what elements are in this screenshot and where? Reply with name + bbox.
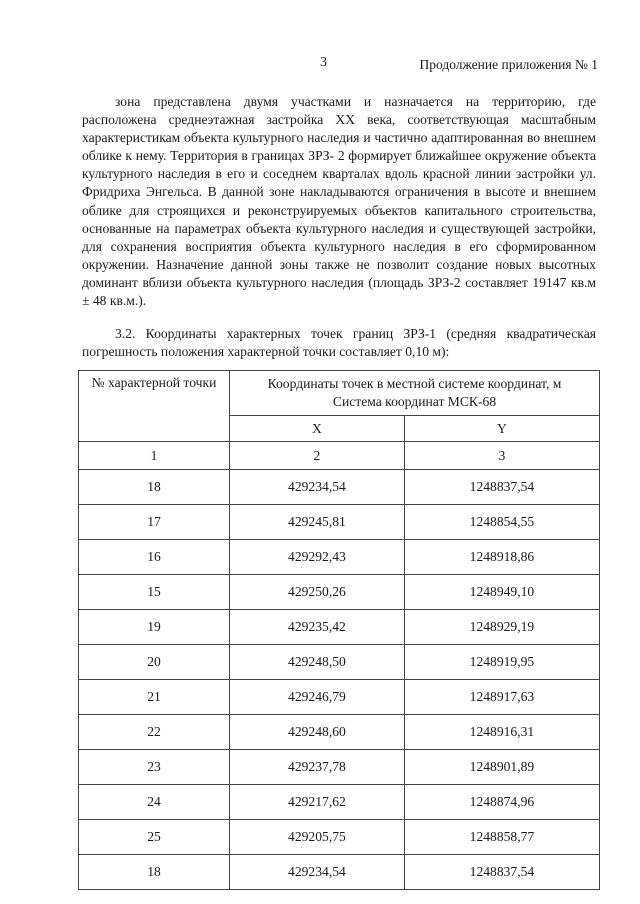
cell-y: 1248916,31 [404,715,599,750]
page-number: 3 [320,55,327,70]
cell-y: 1248949,10 [404,575,599,610]
header-coordinates-line2: Система координат МСК-68 [332,394,497,409]
table-row [79,505,600,540]
cell-x: 429217,62 [230,785,405,820]
header-x: X [230,416,405,442]
cell-x: 429292,43 [230,540,405,575]
cell-point: 22 [79,715,230,750]
cell-point: 24 [79,785,230,820]
appendix-continuation-label: Продолжение приложения № 1 [419,57,598,72]
table-row [79,750,600,785]
index-cell: 1 [79,442,230,470]
cell-x: 429237,78 [230,750,405,785]
table-row [79,785,600,820]
column-index-row [79,442,600,470]
index-cell: 3 [404,442,599,470]
table-row [79,645,600,680]
cell-x: 429234,54 [230,470,405,505]
cell-point: 16 [79,540,230,575]
table-row [79,715,600,750]
cell-y: 1248874,96 [404,785,599,820]
table-row [79,680,600,715]
cell-x: 429246,79 [230,680,405,715]
table-row [79,575,600,610]
table-row [79,610,600,645]
index-cell: 2 [230,442,405,470]
body-paragraph-zone-description: зона представлена двумя участками и назначается на территорию, где расположена среднеэтажная застройка XX века, соответствующая масштабным характеристикам объекта культурного наследия и частично адаптированная во внешнем облике к нему. Территория в границах ЗРЗ- 2 формирует ближайшее окружение объекта культурного наследия в его и соседнем кварталах вдоль красной линии застройки ул. Фридриха Энгельса. В данной зоне накладываются ограничения в высоте и внешнем облике для строящихся и реконструируемых объектов капитального строительства, основанные на параметрах объекта культурного наследия и существующей застройки, для сохранения восприятия объекта культурного наследия в его сформированном окружении. Назначение данной зоны также не позволит создание новых высотных доминант вблизи объекта культурного наследия (площадь ЗРЗ-2 составляет 19147 кв.м ± 48 кв.м.). [82,94,596,309]
cell-point: 21 [79,680,230,715]
header-point-number: № характерной точки [79,371,230,442]
cell-point: 17 [79,505,230,540]
table-row [79,540,600,575]
cell-y: 1248929,19 [404,610,599,645]
cell-y: 1248854,55 [404,505,599,540]
cell-x: 429248,60 [230,715,405,750]
cell-x: 429245,81 [230,505,405,540]
cell-y: 1248918,86 [404,540,599,575]
cell-point: 19 [79,610,230,645]
cell-point: 18 [79,855,230,890]
cell-x: 429205,75 [230,820,405,855]
cell-point: 25 [79,820,230,855]
cell-x: 429248,50 [230,645,405,680]
cell-y: 1248901,89 [404,750,599,785]
cell-y: 1248919,95 [404,645,599,680]
header-y: Y [404,416,599,442]
header-coordinates [230,371,600,416]
cell-y: 1248837,54 [404,470,599,505]
cell-point: 18 [79,470,230,505]
table-row [79,820,600,855]
cell-x: 429234,54 [230,855,405,890]
cell-y: 1248858,77 [404,820,599,855]
header-coordinates-line1: Координаты точек в местной системе координат, м [267,376,562,391]
cell-y: 1248917,63 [404,680,599,715]
cell-y: 1248837,54 [404,855,599,890]
coordinates-table [78,370,600,890]
table-row [79,470,600,505]
cell-x: 429250,26 [230,575,405,610]
cell-x: 429235,42 [230,610,405,645]
body-paragraph-coordinates-intro: 3.2. Координаты характерных точек границ ЗРЗ-1 (средняя квадратическая погрешность положения характерной точки составляет 0,10 м): [82,326,596,360]
table-row [79,855,600,890]
cell-point: 15 [79,575,230,610]
cell-point: 23 [79,750,230,785]
cell-point: 20 [79,645,230,680]
